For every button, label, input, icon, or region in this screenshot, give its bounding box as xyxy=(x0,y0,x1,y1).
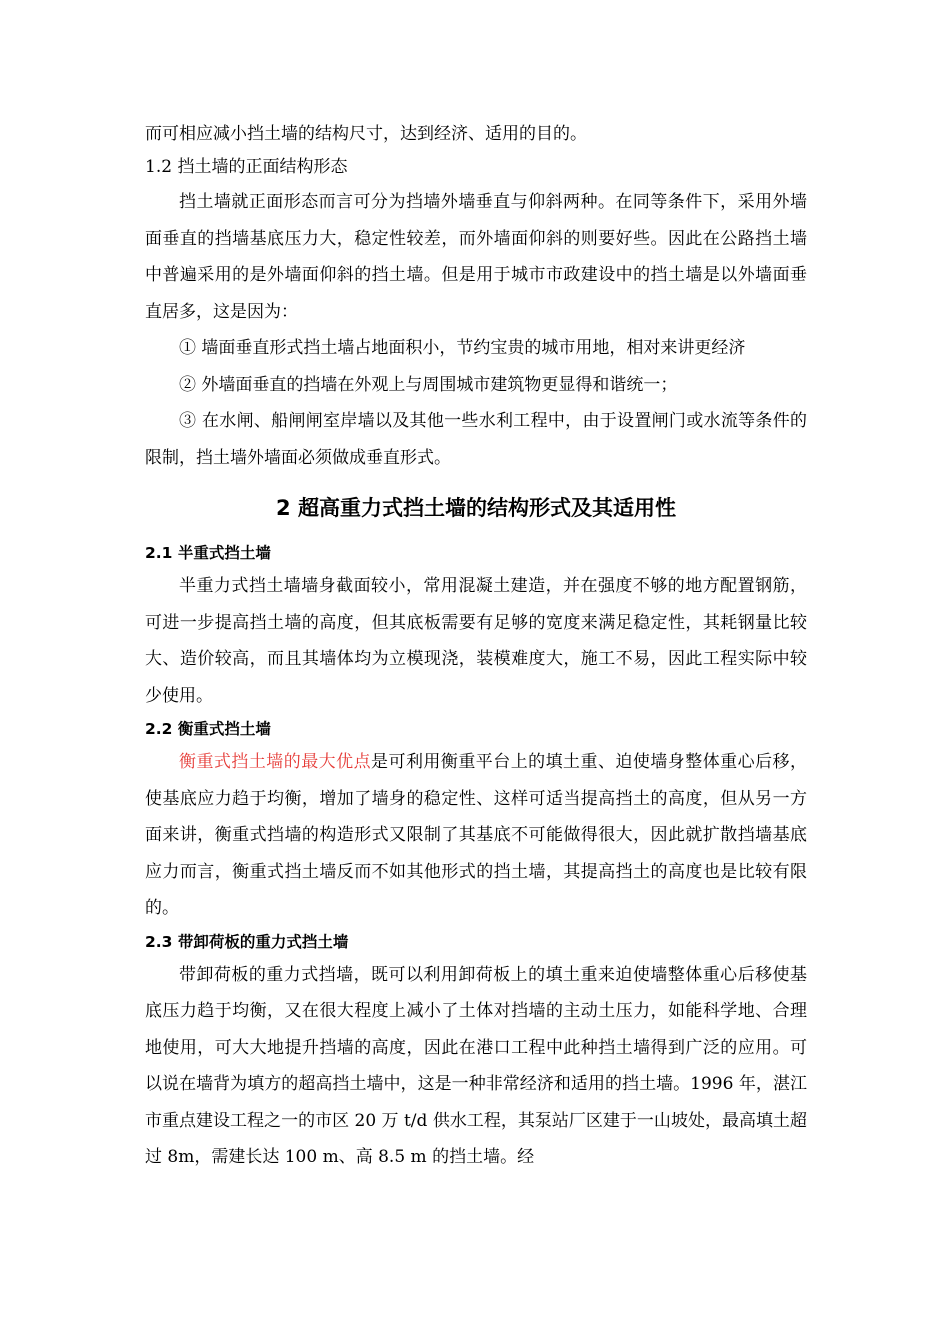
highlighted-phrase: 衡重式挡土墙的最大优点 xyxy=(179,752,372,772)
list-item-1: ① 墙面垂直形式挡土墙占地面积小，节约宝贵的城市用地，相对来讲更经济 xyxy=(179,338,746,358)
list-item-3: ③ 在水闸、船闸闸室岸墙以及其他一些水利工程中，由于设置闸门或水流等条件的限制，挡土墙外墙面必须做成垂直形式。 xyxy=(145,411,807,468)
list-item-2: ② 外墙面垂直的挡墙在外观上与周围城市建筑物更显得和谐统一； xyxy=(179,374,678,395)
section-2-3-heading: 2.3 带卸荷板的重力式挡土墙 xyxy=(145,932,349,951)
section-1-2-heading: 1.2 挡土墙的正面结构形态 xyxy=(145,157,348,177)
section-1-2-paragraph: 挡土墙就正面形态而言可分为挡墙外墙垂直与仰斜两种。在同等条件下，采用外墙面垂直的挡墙基底压力大，稳定性较差，而外墙面仰斜的则要好些。因此在公路挡土墙中普遍采用的是外墙面仰斜的挡土墙。但是用于城市市政建设中的挡土墙是以外墙面垂直居多，这是因为： xyxy=(145,192,807,322)
continuation-text: 而可相应减小挡土墙的结构尺寸，达到经济、适用的目的。 xyxy=(145,124,587,144)
section-2-1-paragraph: 半重力式挡土墙墙身截面较小，常用混凝土建造，并在强度不够的地方配置钢筋，可进一步提高挡土墙的高度，但其底板需要有足够的宽度来满足稳定性，其耗钢量比较大、造价较高，而且其墙体均为立模现浇，装模难度大，施工不易，因此工程实际中较少使用。 xyxy=(145,576,807,706)
section-2-1-heading: 2.1 半重式挡土墙 xyxy=(145,544,271,562)
section-2-2-paragraph xyxy=(145,744,807,927)
section-2-2-heading: 2.2 衡重式挡土墙 xyxy=(145,720,271,738)
section-2-3-paragraph: 带卸荷板的重力式挡墙，既可以利用卸荷板上的填土重来迫使墙整体重心后移使基底压力趋于均衡，又在很大程度上减小了土体对挡墙的主动土压力，如能科学地、合理地使用，可大大地提升挡墙的高度，因此在港口工程中此种挡土墙得到广泛的应用。可以说在墙背为填方的超高挡土墙中，这是一种非常经济和适用的挡土墙。1996 年，湛江市重点建设工程之一的市区 20 万 t/d 供水工程，其泵站厂区建于一山坡处，最高填土超过 8m，需建长达 100 m、高 8.5 m 的挡土墙。经 xyxy=(145,964,807,1167)
chapter-2-heading: 2 超高重力式挡土墙的结构形式及其适用性 xyxy=(276,496,676,520)
section-2-2-paragraph-rest: 是可利用衡重平台上的填土重、迫使墙身整体重心后移，使基底应力趋于均衡，增加了墙身的稳定性、这样可适当提高挡土的高度，但从另一方面来讲，衡重式挡墙的构造形式又限制了其基底不可能做得很大，因此就扩散挡墙基底应力而言，衡重式挡土墙反而不如其他形式的挡土墙，其提高挡土的高度也是比较有限的。 xyxy=(145,752,808,918)
